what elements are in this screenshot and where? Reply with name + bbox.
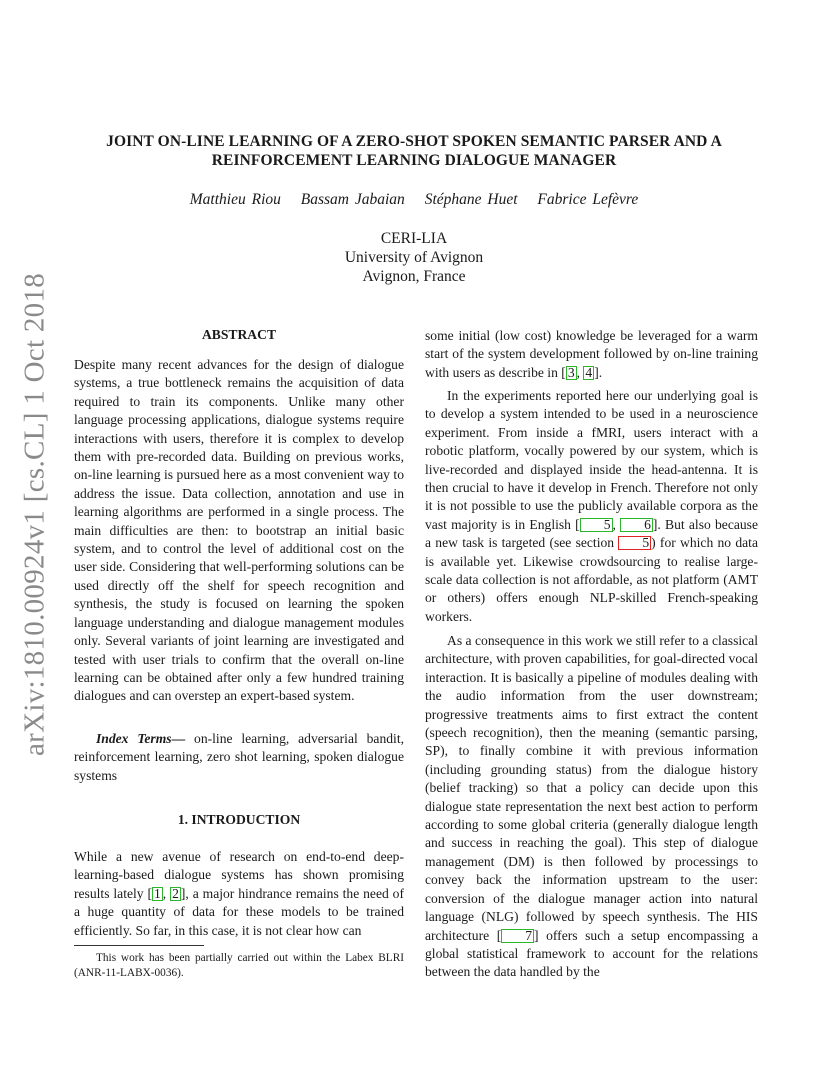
citation-link-7[interactable]: 7 <box>501 929 534 943</box>
right-p1-sep: , <box>612 516 621 532</box>
right-p2-text-a: As a consequence in this work we still refer to a classical architecture, with proven capabilities, for goal-directed vocal interaction. It is basically a pipeline of modules dealing with the audio information from the user downstream; progressive treatments aims to first extract the content (speech recognition), then the meaning (semantic parsing, SP), to finally combine it with previous information (including grounding status) from the dialogue history (belief tracking) so that a policy can decide upon this dialogue state representation the next best action to perform according to some global criteria (generally dialogue length and success in reaching the goal). This step of dialogue management (DM) is then followed by processings to convey back the information upstream to the user: conversion of the dialogue manager action into natural language (NLG) followed by speech synthesis. The HIS architecture [ <box>425 633 758 943</box>
right-paragraph-2 <box>425 632 758 982</box>
citation-link-1[interactable]: 1 <box>154 885 161 901</box>
affiliation-lab: CERI-LIA <box>380 230 448 247</box>
affiliation-location: Avignon, France <box>362 268 466 285</box>
right-paragraph-0 <box>425 327 758 382</box>
index-terms <box>74 730 404 785</box>
abstract-heading: ABSTRACT <box>201 327 277 342</box>
footnote <box>74 951 404 981</box>
footnote-rule <box>74 945 204 946</box>
citation-link-3[interactable]: 3 <box>567 364 575 380</box>
author-2: Bassam Jabaian <box>300 191 405 208</box>
citation-link-5[interactable]: 5 <box>580 518 613 532</box>
abstract-body: Despite many recent advances for the design of dialogue systems, a true bottleneck remains the acquisition of data required to train its components. Unlike many other language processing applications, dialogue systems require interactions with users, therefore it is complex to develop them with pre-recorded data. Building on previous works, on-line learning is pursued here as a most convenient way to address the issue. Data collection, annotation and use in learning algorithms are performed in a single process. The main difficulties are then: to bootstrap an initial basic system, and to control the level of additional cost on the user side. Considering that well-performing solutions can be used directly off the shelf for speech recognition and synthesis, the study is focused on learning the spoken language understanding and dialogue management modules only. Several variants of joint learning are investigated and tested with user trials to confirm that the overall on-line learning can be obtained after only a few hundred training dialogues and can overstep an expert-based system. <box>74 357 404 704</box>
index-terms-label: Index Terms— <box>96 731 186 746</box>
right-p2-text-b: ] offers such a setup encompassing a global statistical framework to account for the relations between the data handled by the <box>425 927 758 980</box>
citation-link-6[interactable]: 6 <box>620 518 653 532</box>
right-p1-text-b: ]. But also because a new task is targeted (see section <box>425 516 759 551</box>
section-link-5[interactable]: 5 <box>618 536 651 550</box>
title-line-2: REINFORCEMENT LEARNING DIALOGUE MANAGER <box>211 152 617 169</box>
right-p0-text-b: ]. <box>594 364 603 380</box>
affiliation <box>60 229 768 286</box>
introduction-heading: 1. INTRODUCTION <box>177 812 301 827</box>
author-1: Matthieu Riou <box>189 191 281 208</box>
right-p0-sep: , <box>576 364 584 380</box>
footnote-text: This work has been partially carried out within the Labex BLRI (ANR-11-LABX-0036). <box>74 952 404 979</box>
introduction-paragraph <box>74 848 404 940</box>
right-p1-text-a: In the experiments reported here our underlying goal is to develop a system intended to be used in a neuroscience experiment. From inside a fMRI, users interact with a robotic platform, vocally powered by our system, which is live-recorded and displayed inside the head-antenna. It is then crucial to have it develop in French. Therefore not only it is not possible to use the publicly available corpora as the vast majority is in English [ <box>425 388 758 532</box>
arxiv-stamp: arXiv:1810.00924v1 [cs.CL] 1 Oct 2018 <box>18 272 51 756</box>
intro-sep: , <box>162 885 171 901</box>
citation-link-4[interactable]: 4 <box>585 364 593 380</box>
author-list <box>60 191 768 209</box>
citation-link-2[interactable]: 2 <box>172 885 179 901</box>
title-line-1: JOINT ON-LINE LEARNING OF A ZERO-SHOT SPOKEN SEMANTIC PARSER AND A <box>106 133 722 150</box>
right-paragraph-1 <box>425 387 758 626</box>
index-terms-text: on-line learning, adversarial bandit, reinforcement learning, zero shot learning, spoken dialogue systems <box>74 731 404 783</box>
paper-title <box>60 132 768 170</box>
right-p0-text-a: some initial (low cost) knowledge be leveraged for a warm start of the system development followed by on-line training with users as describe in [ <box>425 328 758 380</box>
right-p1-text-c: ) for which no data is available yet. Likewise crowdsourcing to realise large-scale data collection is not affordable, as not platform (AMT or others) offers enough NLP-skilled French-speaking workers. <box>425 535 758 624</box>
affiliation-university: University of Avignon <box>344 249 484 266</box>
author-3: Stéphane Huet <box>424 191 518 208</box>
intro-text-a: While a new avenue of research on end-to-end deep-learning-based dialogue systems has shown promising results lately [ <box>74 849 404 901</box>
author-4: Fabrice Lefèvre <box>537 191 639 208</box>
intro-text-b: ], a major hindrance remains the need of a huge quantity of data for these models to be trained efficiently. So far, in this case, it is not clear how can <box>74 885 405 938</box>
